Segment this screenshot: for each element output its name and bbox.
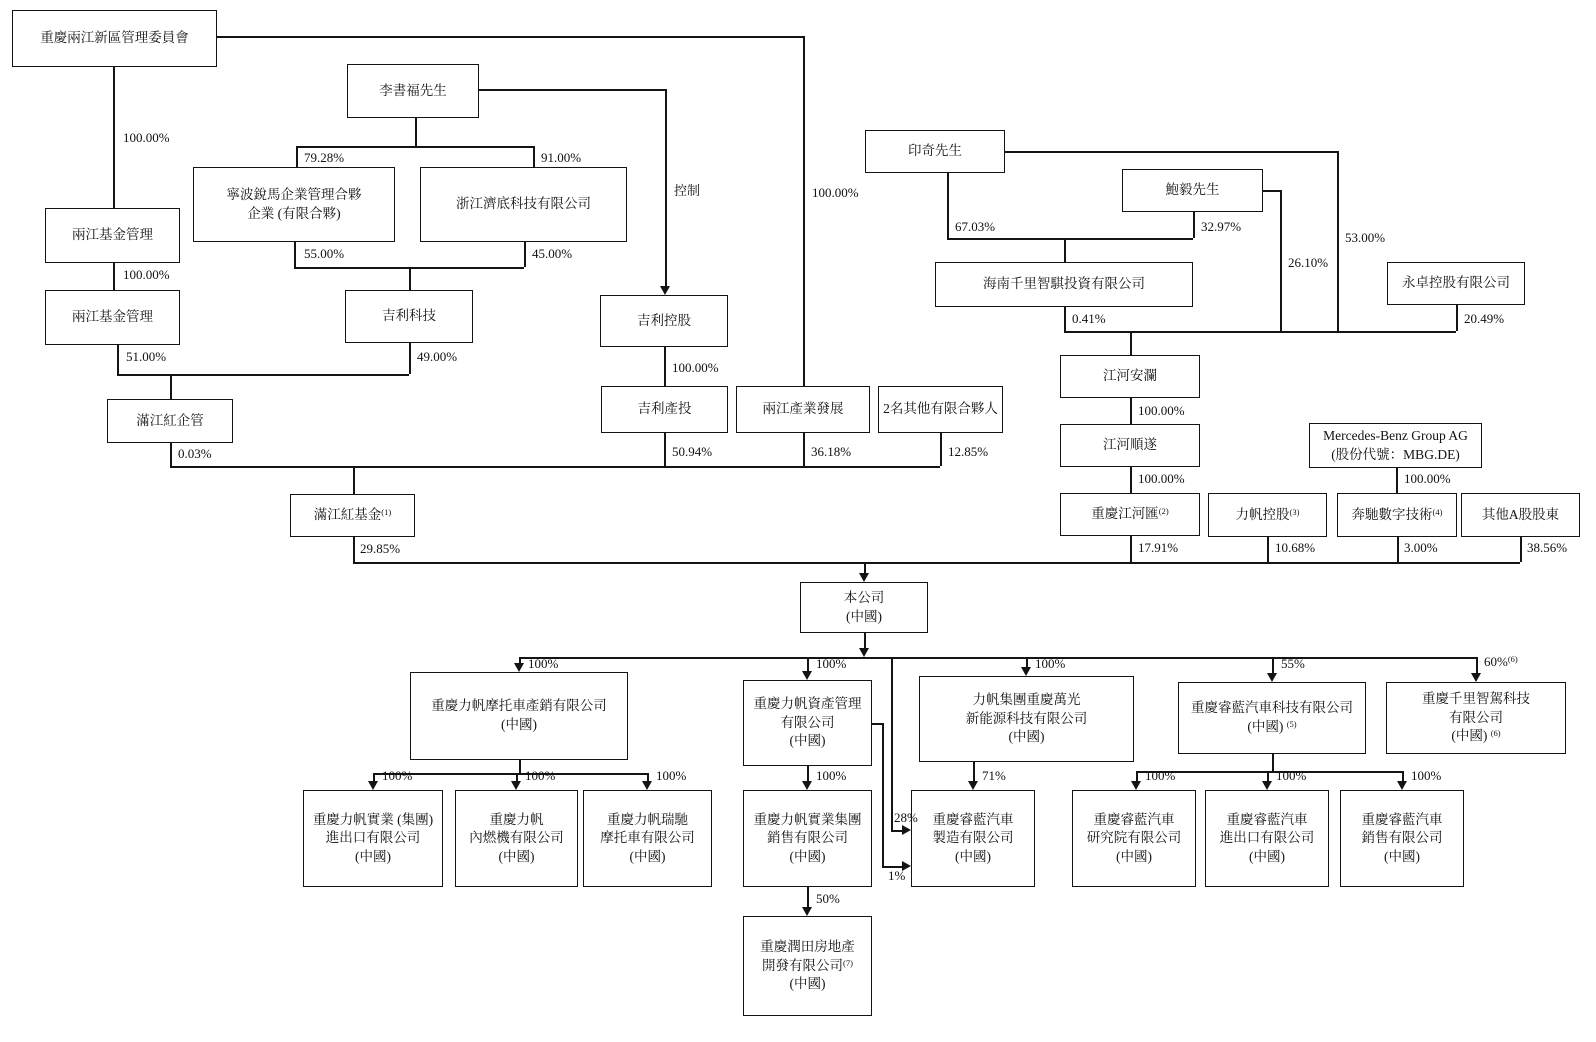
node-label: 重慶兩江新區管理委員會 (40, 30, 189, 46)
ownership-percentage-label-18: 32.97% (1201, 219, 1242, 234)
node-label: 吉利科技 (382, 308, 436, 324)
node-runtian-realestate (743, 916, 872, 1016)
node-label: 銷售有限公司 (1361, 830, 1443, 846)
arrowhead-right-icon (902, 825, 911, 835)
node-mercedes-benz (1309, 423, 1482, 468)
node-label: 進出口有限公司 (325, 830, 421, 846)
node-label: 重慶力帆實業集團 (753, 811, 862, 827)
ownership-percentage-label-8: 45.00% (532, 246, 573, 261)
node-label: 重慶力帆 (489, 811, 544, 827)
node-ruilan-imexp (1205, 790, 1329, 887)
node-lifan-wanguang (919, 676, 1134, 762)
node-label: 重慶千里智駕科技 (1422, 691, 1530, 707)
node-label: 摩托車有限公司 (600, 830, 695, 846)
ownership-percentage-label-33: 55% (1281, 656, 1305, 671)
node-label: 重慶力帆摩托車產銷有限公司 (431, 698, 607, 714)
ownership-percentage-label-23: 100.00% (1138, 403, 1185, 418)
ownership-percentage-label-20: 26.10% (1288, 255, 1329, 270)
node-ruilan-auto-tech (1178, 682, 1366, 754)
connector-line-23 (940, 433, 942, 466)
ownership-percentage-label-3: 51.00% (126, 349, 167, 364)
connector-line-35 (1337, 151, 1339, 331)
node-label: 研究院有限公司 (1086, 830, 1182, 846)
ownership-percentage-label-41: 71% (982, 768, 1006, 783)
node-label: 重慶力帆瑞馳 (607, 811, 688, 827)
ownership-percentage-label-42: 100% (1145, 768, 1176, 783)
node-label: 2名其他有限合夥人 (883, 401, 998, 417)
node-label: 鮑毅先生 (1165, 182, 1220, 198)
node-jianghe-shunsui (1060, 424, 1200, 467)
ownership-percentage-label-24: 100.00% (1138, 471, 1185, 486)
connector-line-42 (1130, 536, 1132, 562)
node-label: 製造有限公司 (932, 830, 1014, 846)
node-liangjiang-industry (736, 386, 870, 433)
node-label: 江河順遂 (1103, 437, 1157, 453)
node-chongqing-jianghehui (1060, 493, 1200, 536)
connector-line-46 (353, 562, 1520, 564)
node-label: 吉利產投 (637, 401, 692, 417)
ownership-percentage-label-22: 20.49% (1464, 311, 1505, 326)
node-lifan-industry-imexp (303, 790, 443, 887)
ownership-percentage-label-29: 38.56% (1527, 540, 1568, 555)
arrowhead-down-icon (660, 286, 670, 295)
ownership-percentage-label-45: 50% (816, 891, 840, 906)
node-hainan-qianli-zhiqi (935, 262, 1193, 307)
connector-line-11 (294, 242, 296, 267)
node-label: (中國) (498, 848, 535, 864)
node-zhejiang-jidi (420, 167, 627, 242)
node-label: 滿江紅企管 (136, 412, 204, 428)
node-label: 海南千里智騏投資有限公司 (983, 276, 1145, 292)
node-li-shufu (347, 64, 479, 118)
ownership-percentage-label-37: 100% (382, 768, 413, 783)
node-label: (中國) (789, 848, 826, 864)
connector-line-57 (872, 723, 882, 725)
connector-line-36 (1456, 305, 1458, 331)
node-geely-chantou (601, 386, 728, 433)
node-label: 銷售有限公司 (767, 830, 848, 846)
node-label: 印奇先生 (908, 143, 962, 159)
node-label: 重慶潤田房地產 (760, 939, 855, 955)
node-lifan-asset-mgmt (743, 680, 872, 766)
ownership-percentage-label-11: 100.00% (812, 185, 859, 200)
ownership-percentage-label-32: 100% (1035, 656, 1066, 671)
node-label: (中國) (355, 848, 391, 864)
connector-line-22 (803, 433, 805, 466)
node-bao-yi (1122, 169, 1263, 212)
node-label: (中國) (789, 733, 826, 749)
connector-line-5 (117, 374, 409, 376)
node-label: 重慶力帆實業 (集團) (312, 811, 434, 827)
ownership-percentage-label-25: 100.00% (1404, 471, 1451, 486)
node-label: (中國) (1116, 848, 1152, 864)
node-ruilan-sales (1340, 790, 1464, 887)
node-geely-tech (345, 290, 473, 343)
node-label: 重慶睿藍汽車 (1361, 811, 1443, 827)
ownership-percentage-label-10: 100.00% (672, 360, 719, 375)
node-committee (12, 10, 217, 67)
connector-line-2 (113, 263, 115, 290)
node-other-lps (878, 386, 1003, 433)
node-geely-holding (600, 295, 728, 347)
node-label: 力帆集團重慶萬光 (972, 692, 1081, 708)
arrowhead-down-icon (1267, 673, 1277, 682)
ownership-percentage-label-36: 1% (888, 868, 906, 883)
node-label: 浙江濟底科技有限公司 (456, 196, 591, 212)
node-label: 寧波銳馬企業管理合夥 (226, 186, 362, 202)
connector-line-41 (1396, 468, 1398, 493)
node-label: 內燃機有限公司 (469, 830, 564, 846)
node-fund-mgmt-1 (45, 208, 180, 263)
node-manjianghong-qiguan (107, 399, 233, 443)
node-label: (股份代號：MBG.DE) (1331, 446, 1460, 462)
connector-line-72 (807, 887, 809, 909)
node-lifan-motorcycle-sales (410, 672, 628, 760)
ownership-percentage-label-30: 100% (528, 656, 559, 671)
ownership-percentage-label-4: 49.00% (417, 349, 458, 364)
ownership-percentage-label-6: 91.00% (541, 150, 582, 165)
node-label: (中國) (955, 848, 991, 864)
ownership-percentage-label-13: 50.94% (672, 444, 713, 459)
node-label: 重慶睿藍汽車 (1226, 811, 1308, 827)
connector-line-17 (217, 36, 803, 38)
node-label: 重慶江河匯$^{(2)}$ (1091, 506, 1169, 522)
node-fund-mgmt-2 (45, 290, 180, 345)
node-label: 重慶睿藍汽車科技有限公司 (1191, 700, 1353, 716)
node-the-company (800, 582, 928, 633)
node-label: (中國) (1249, 848, 1285, 864)
connector-line-16 (665, 89, 667, 287)
ownership-percentage-label-16: 29.85% (360, 541, 401, 556)
arrowhead-down-icon (1021, 667, 1031, 676)
ownership-percentage-label-44: 100% (1411, 768, 1442, 783)
connector-line-6 (170, 374, 172, 399)
connector-line-12 (524, 242, 526, 267)
arrowhead-down-icon (1397, 781, 1407, 790)
ownership-percentage-label-35: 28% (894, 810, 918, 825)
ownership-percentage-label-7: 55.00% (304, 246, 345, 261)
ownership-percentage-label-5: 79.28% (304, 150, 345, 165)
ownership-percentage-label-17: 67.03% (955, 219, 996, 234)
ownership-percentage-label-39: 100% (656, 768, 687, 783)
connector-line-15 (479, 89, 665, 91)
ownership-percentage-label-40: 100% (816, 768, 847, 783)
node-label: 滿江紅基金$^{(1)}$ (313, 507, 392, 523)
arrowhead-down-icon (1131, 781, 1141, 790)
connector-line-9 (296, 146, 298, 167)
node-label: (中國) $^{(6)}$ (1451, 728, 1501, 744)
connector-line-7 (415, 118, 417, 146)
connector-line-20 (170, 443, 172, 466)
connector-line-25 (353, 466, 355, 494)
node-ningbo-ruima (193, 167, 395, 242)
ownership-percentage-label-38: 100% (525, 768, 556, 783)
ownership-percentage-label-1: 100.00% (123, 130, 170, 145)
arrowhead-down-icon (859, 573, 869, 582)
connector-line-34 (1005, 151, 1337, 153)
arrowhead-down-icon (802, 781, 812, 790)
node-label: (中國) (501, 717, 537, 732)
connector-line-60 (519, 760, 521, 773)
node-label: (中國) (846, 608, 882, 624)
node-yin-qi (865, 130, 1005, 173)
connector-line-33 (1280, 190, 1282, 331)
connector-line-29 (947, 238, 1193, 240)
node-jianghe-anlan (1060, 355, 1200, 398)
connector-line-38 (1130, 331, 1132, 355)
ownership-percentage-label-28: 3.00% (1404, 540, 1438, 555)
node-label: (中國) (1008, 729, 1045, 745)
connector-line-39 (1130, 398, 1132, 424)
connector-line-66 (973, 762, 975, 783)
ownership-percentage-label-2: 100.00% (123, 267, 170, 282)
connector-line-14 (409, 267, 411, 290)
ownership-percentage-label-34: 60%$^{(6)}$ (1484, 654, 1518, 669)
connector-line-44 (1397, 537, 1399, 562)
node-label: 有限公司 (780, 714, 835, 730)
connector-line-1 (113, 67, 115, 208)
connector-line-8 (296, 146, 533, 148)
arrowhead-down-icon (802, 671, 812, 680)
node-label: (中國) (789, 976, 826, 992)
node-label: 吉利控股 (637, 312, 691, 328)
connector-line-10 (533, 146, 535, 167)
node-label: 進出口有限公司 (1219, 830, 1315, 846)
ownership-percentage-label-9: 控制 (674, 183, 701, 198)
connector-line-3 (117, 345, 119, 374)
arrowhead-down-icon (859, 648, 869, 657)
ownership-percentage-label-14: 36.18% (811, 444, 852, 459)
node-label: 本公司 (843, 589, 885, 605)
arrowhead-down-icon (511, 781, 521, 790)
connector-line-49 (519, 657, 1476, 659)
node-lifan-group-sales (743, 790, 872, 887)
node-lifan-engine (455, 790, 578, 887)
node-label: 兩江產業發展 (762, 401, 844, 417)
node-label: (中國) (629, 848, 666, 864)
node-label: 重慶力帆資產管理 (753, 696, 862, 712)
ownership-percentage-label-43: 100% (1276, 768, 1307, 783)
connector-line-61 (373, 773, 647, 775)
connector-line-21 (664, 433, 666, 466)
node-lifan-ruichi (583, 790, 712, 887)
connector-line-30 (1064, 238, 1066, 262)
connector-line-24 (170, 466, 940, 468)
node-label: 李書福先生 (379, 82, 447, 98)
connector-line-40 (1130, 467, 1132, 493)
ownership-percentage-label-12: 0.03% (178, 446, 212, 461)
node-lifan-holding (1208, 493, 1327, 537)
node-label: 永卓控股有限公司 (1402, 275, 1510, 291)
node-label: 開發有限公司$^{(7)}$ (762, 957, 853, 973)
arrowhead-down-icon (1262, 781, 1272, 790)
node-other-a-shareholders (1461, 493, 1580, 537)
connector-line-32 (1263, 190, 1280, 192)
connector-line-27 (947, 173, 949, 238)
node-label: 重慶睿藍汽車 (1093, 811, 1175, 827)
node-label: (中國) (1384, 848, 1420, 864)
node-label: 奔馳數字技術$^{(4)}$ (1351, 506, 1443, 522)
node-label: 新能源科技有限公司 (965, 710, 1088, 726)
connector-line-55 (891, 657, 893, 830)
node-label: 兩江基金管理 (72, 227, 153, 243)
connector-line-58 (882, 723, 884, 866)
connector-line-67 (1272, 754, 1274, 771)
ownership-percentage-label-19: 0.41% (1072, 311, 1106, 326)
ownership-percentage-label-27: 10.68% (1275, 540, 1316, 555)
connector-line-4 (409, 343, 411, 374)
arrowhead-down-icon (514, 663, 524, 672)
node-label: 其他A股股東 (1481, 506, 1560, 522)
connector-line-45 (1520, 537, 1522, 562)
node-qianli-zhijia (1386, 682, 1566, 754)
ownership-percentage-label-26: 17.91% (1138, 540, 1179, 555)
connector-line-43 (1267, 537, 1269, 562)
arrowhead-down-icon (642, 781, 652, 790)
node-manjianghong-fund (290, 494, 415, 537)
connector-line-19 (664, 347, 666, 386)
node-label: 力帆控股$^{(3)}$ (1235, 506, 1300, 522)
node-label: 有限公司 (1449, 709, 1503, 725)
node-label: 企業 (有限合夥) (247, 205, 341, 221)
node-label: 兩江基金管理 (72, 309, 153, 325)
arrowhead-down-icon (802, 907, 812, 916)
connector-line-31 (1064, 307, 1066, 331)
node-ruilan-research (1072, 790, 1196, 887)
node-label: 重慶睿藍汽車 (932, 811, 1014, 827)
ownership-percentage-label-15: 12.85% (948, 444, 989, 459)
node-yongzhuo-holding (1387, 262, 1525, 305)
connector-line-28 (1193, 212, 1195, 238)
ownership-percentage-label-31: 100% (816, 656, 847, 671)
arrowhead-down-icon (1471, 673, 1481, 682)
node-benz-digital (1337, 493, 1457, 537)
node-ruilan-manufacturing (911, 790, 1035, 887)
node-label: (中國) $^{(5)}$ (1247, 719, 1297, 734)
arrowhead-down-icon (968, 781, 978, 790)
ownership-percentage-label-21: 53.00% (1345, 230, 1386, 245)
node-label: 江河安瀾 (1103, 368, 1157, 384)
connector-line-68 (1136, 771, 1402, 773)
connector-line-37 (1064, 331, 1456, 333)
connector-line-26 (353, 537, 355, 562)
connector-line-18 (803, 36, 805, 386)
arrowhead-down-icon (368, 781, 378, 790)
node-label: Mercedes-Benz Group AG (1323, 427, 1468, 443)
